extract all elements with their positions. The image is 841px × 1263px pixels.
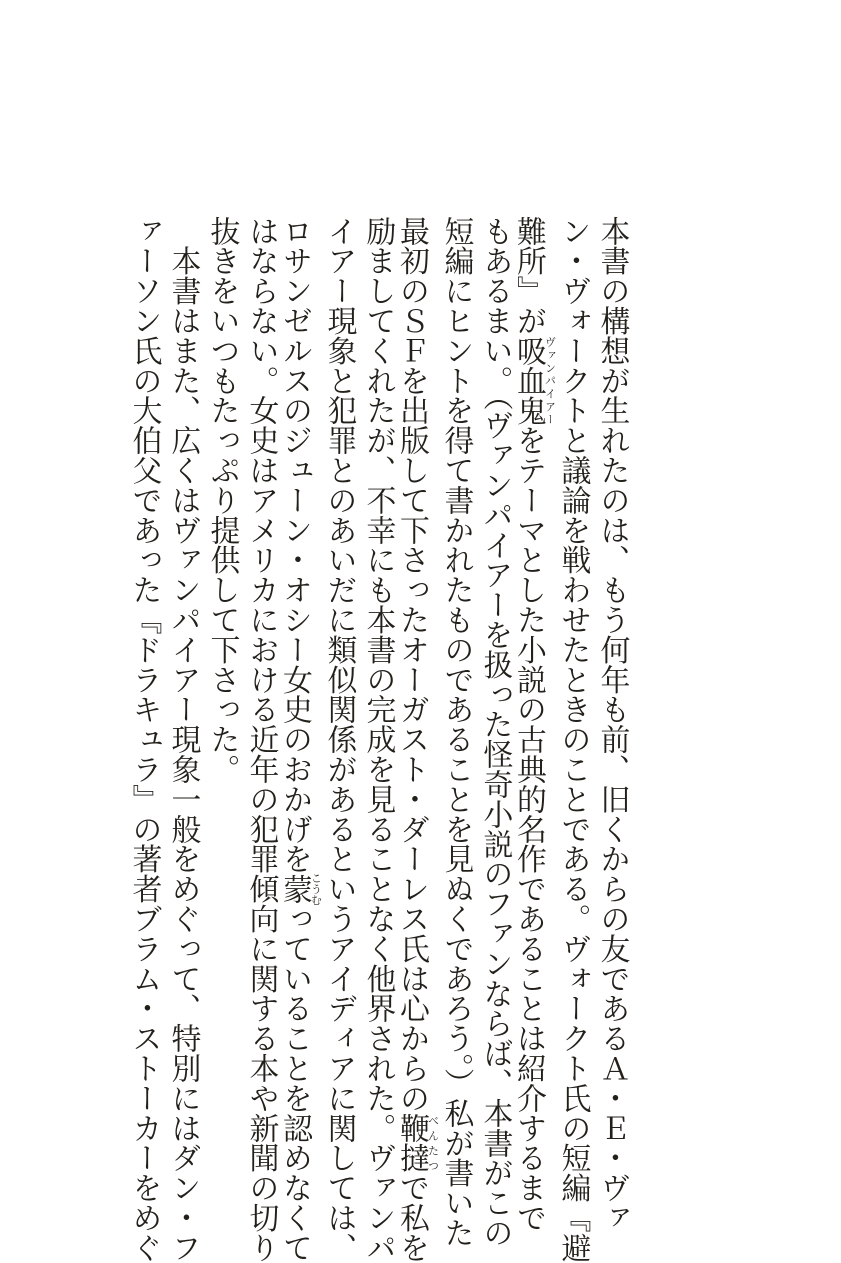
ruby-koumu-base: 蒙 [277, 872, 313, 906]
text-line-9 [278, 216, 322, 1263]
ruby-vampire-base: 吸血鬼 [511, 335, 547, 426]
line-9-pre: ロサンゼルスのジューン・オシー女史のおかげを [277, 216, 313, 874]
text-line-3 [512, 216, 556, 1233]
text-line-11: 抜きをいつもたっぷり提供して下さった。 [205, 216, 240, 785]
ruby-koumu-reading: こうむ [309, 872, 323, 906]
line-3-pre: 難所』が [511, 216, 547, 336]
text-line-12: 本書はまた、広くはヴァンパイアー現象一般をめぐって、特別にはダン・フ [166, 216, 201, 1263]
line-6-pre: 最初のＳＦを出版して下さったオーガスト・ダーレス氏は心からの [394, 216, 430, 1113]
text-line-10: はならない。女史はアメリカにおける近年の犯罪傾向に関する本や新聞の切り [244, 216, 279, 1263]
line-6-post: で私を [394, 1172, 430, 1263]
text-line-7: 励ましてくれたが、不幸にも本書の完成を見ることなく他界された。ヴァンパ [361, 216, 396, 1263]
text-line-1: 本書の構想が生れたのは、もう何年も前、旧くからの友であるＡ・Ｅ・ヴァ [595, 216, 630, 1233]
ruby-bentatsu-base: 鞭撻 [394, 1113, 430, 1173]
line-3-post: をテーマとした小説の古典的名作であることは紹介するまで [511, 425, 547, 1233]
text-line-6 [395, 216, 439, 1263]
text-line-13: ァーソン氏の大伯父であった『ドラキュラ』の著者ブラム・ストーカーをめぐ [127, 216, 162, 1263]
ruby-vampire-reading: ヴァンパイアー [543, 335, 557, 426]
text-line-2: ン・ヴォークトと議論を戦わせたときのことである。ヴォークト氏の短編『避 [556, 216, 591, 1263]
text-line-5: 短編にヒントを得て書かれたものであることを見ぬくであろう。）私が書いた [439, 216, 474, 1248]
text-line-4: もあるまい。（ヴァンパイアーを扱った怪奇小説のファンならば、本書がこの [478, 216, 513, 1248]
line-9-post: っていることを認めなくて [277, 903, 313, 1263]
text-line-8: イアー現象と犯罪とのあいだに類似関係があるというアイディアに関しては、 [322, 216, 357, 1263]
ruby-bentatsu-reading: べんたつ [426, 1113, 440, 1173]
